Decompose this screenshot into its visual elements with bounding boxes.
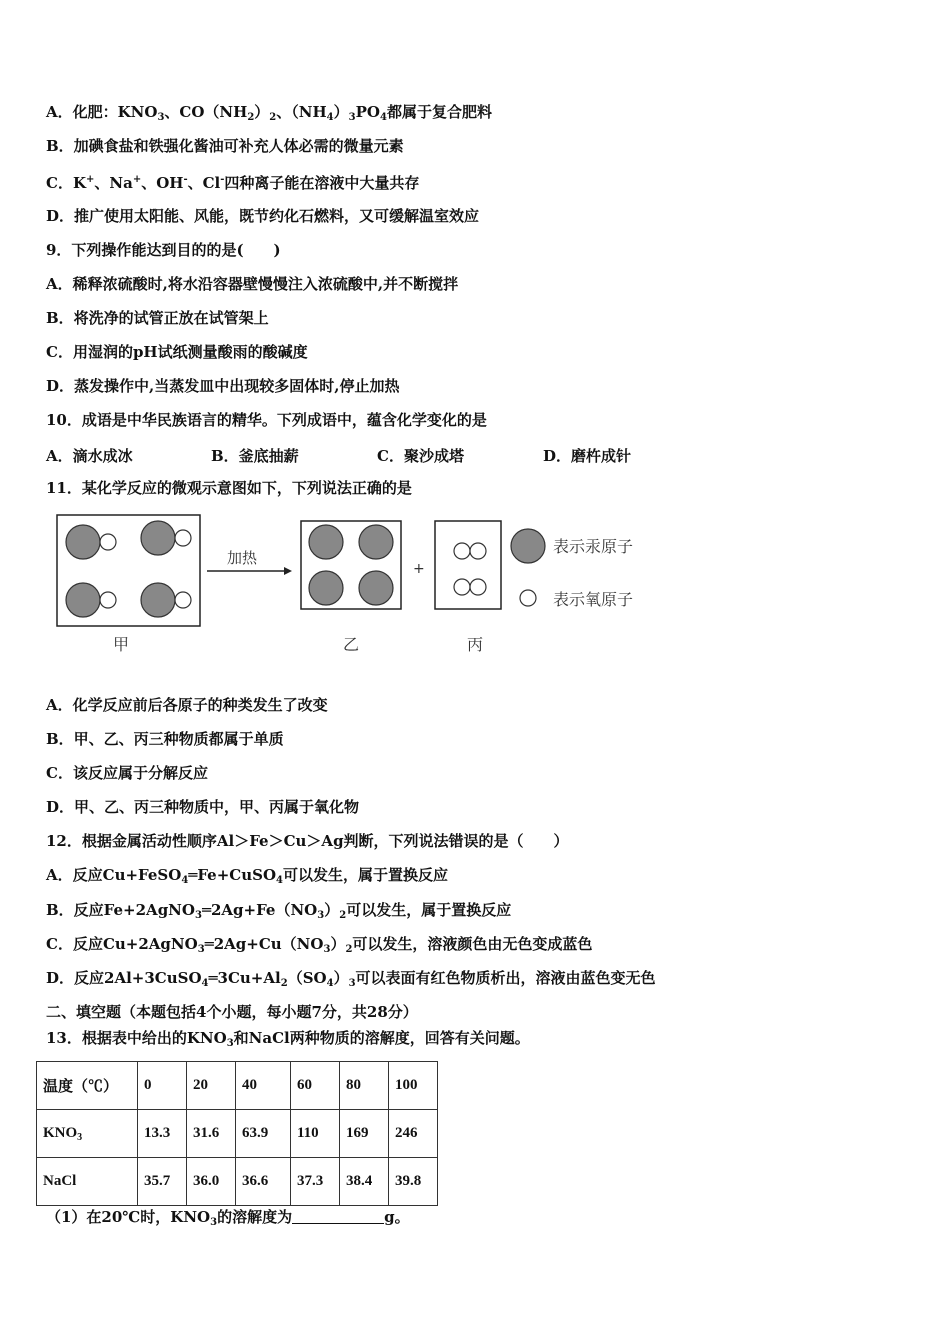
q9-option-b: B．将洗净的试管正放在试管架上 (46, 309, 269, 327)
table-cell: 温度（℃） (37, 1062, 138, 1110)
q9-option-c: C．用湿润的pH试纸测量酸雨的酸碱度 (46, 343, 308, 361)
table-cell: 246 (389, 1110, 438, 1158)
table-cell: 169 (340, 1110, 389, 1158)
q13-sub1: （1）在20℃时，$KNO_3$的溶解度为 g。 (46, 1208, 410, 1228)
q12-stem: 12．根据金属活动性顺序Al＞Fe＞Cu＞Ag判断，下列说法错误的是（ ） (46, 832, 569, 850)
q9-option-a: A．稀释浓硫酸时,将水沿容器壁慢慢注入浓硫酸中,并不断搅拌 (46, 275, 459, 293)
q12-option-a: A．反应Cu+FeSO$_4$═Fe+CuSO$_4$可以发生，属于置换反应 (46, 866, 448, 886)
label-bing: 丙 (467, 635, 484, 654)
q11-option-d: D．甲、乙、丙三种物质中，甲、丙属于氧化物 (46, 798, 360, 816)
q12-option-d: D．反应$2Al+3CuSO_4═3Cu+Al_2(SO_4)_3$可以表面有红色物质析出，溶液由蓝色变无色 (46, 969, 656, 989)
legend-oxygen-icon (520, 590, 536, 606)
table-cell: 60 (291, 1062, 340, 1110)
table-cell: 38.4 (340, 1158, 389, 1206)
q8-option-d: D．推广使用太阳能、风能，既节约化石燃料，又可缓解温室效应 (46, 207, 480, 225)
q11-option-a: A．化学反应前后各原子的种类发生了改变 (46, 696, 328, 714)
table-cell: 100 (389, 1062, 438, 1110)
label-jia: 甲 (113, 635, 130, 654)
arrow-label: 加热 (227, 549, 258, 567)
q11-option-c: C．该反应属于分解反应 (46, 764, 208, 782)
plus-sign: + (413, 561, 425, 577)
table-cell: 35.7 (138, 1158, 187, 1206)
table-row-kno3 (37, 1110, 438, 1158)
box-bing (435, 521, 501, 609)
legend-oxygen-label: 表示氧原子 (553, 590, 634, 609)
q10-option-c: C．聚沙成塔 (377, 447, 464, 465)
o2-molecules (454, 543, 486, 595)
table-cell: 20 (187, 1062, 236, 1110)
q13-stem: 13．根据表中给出的$KNO_3$和NaCl两种物质的溶解度，回答有关问题。 (46, 1029, 530, 1049)
q10-option-b: B．釜底抽薪 (211, 447, 299, 465)
table-cell: 13.3 (138, 1110, 187, 1158)
q8-option-a: A．化肥：$KNO_3$、$CO(NH_2)_2$、$(NH_4)_3PO_4$都属于复合肥料 (46, 103, 492, 123)
table-row-header (37, 1062, 438, 1110)
q12-option-b: B．反应$Fe+2AgNO_3═2Ag+Fe(NO_3)_2$可以发生，属于置换反应 (46, 901, 512, 921)
q10-option-d: D．磨杵成针 (543, 447, 632, 465)
table-cell: 80 (340, 1062, 389, 1110)
answer-blank[interactable] (292, 1209, 384, 1224)
table-cell: 110 (291, 1110, 340, 1158)
table-cell: 37.3 (291, 1158, 340, 1206)
q12-option-c: C．反应$Cu+2AgNO_3═2Ag+Cu(NO_3)_2$可以发生，溶液颜色由无色变成蓝色 (46, 935, 593, 955)
hg-atoms (309, 525, 393, 605)
table-cell: 31.6 (187, 1110, 236, 1158)
table-cell-label: $KNO_3$ (37, 1110, 138, 1158)
q9-option-d: D．蒸发操作中,当蒸发皿中出现较多固体时,停止加热 (46, 377, 400, 395)
q11-stem: 11．某化学反应的微观示意图如下，下列说法正确的是 (46, 479, 412, 497)
solubility-table (36, 1061, 438, 1206)
table-cell-label: NaCl (37, 1158, 138, 1206)
q9-stem: 9．下列操作能达到目的的是( ) (46, 241, 281, 259)
table-row-nacl (37, 1158, 438, 1206)
legend-mercury-icon (511, 529, 545, 563)
legend-mercury-label: 表示汞原子 (553, 537, 634, 556)
q11-option-b: B．甲、乙、丙三种物质都属于单质 (46, 730, 284, 748)
reaction-diagram (0, 505, 700, 665)
section-heading: 二、填空题（本题包括4个小题，每小题7分，共28分） (46, 1003, 418, 1021)
q8-option-b: B．加碘食盐和铁强化酱油可补充人体必需的微量元素 (46, 137, 404, 155)
table-cell: 40 (236, 1062, 291, 1110)
table-cell: 0 (138, 1062, 187, 1110)
table-cell: 36.6 (236, 1158, 291, 1206)
hgo-molecule (66, 521, 191, 617)
table-cell: 36.0 (187, 1158, 236, 1206)
label-yi: 乙 (343, 635, 360, 654)
q10-stem: 10．成语是中华民族语言的精华。下列成语中，蕴含化学变化的是 (46, 411, 487, 429)
table-cell: 39.8 (389, 1158, 438, 1206)
q8-option-c: C．K+、Na+、OH-、Cl-四种离子能在溶液中大量共存 (46, 174, 420, 192)
q10-option-a: A．滴水成冰 (46, 447, 133, 465)
table-cell: 63.9 (236, 1110, 291, 1158)
